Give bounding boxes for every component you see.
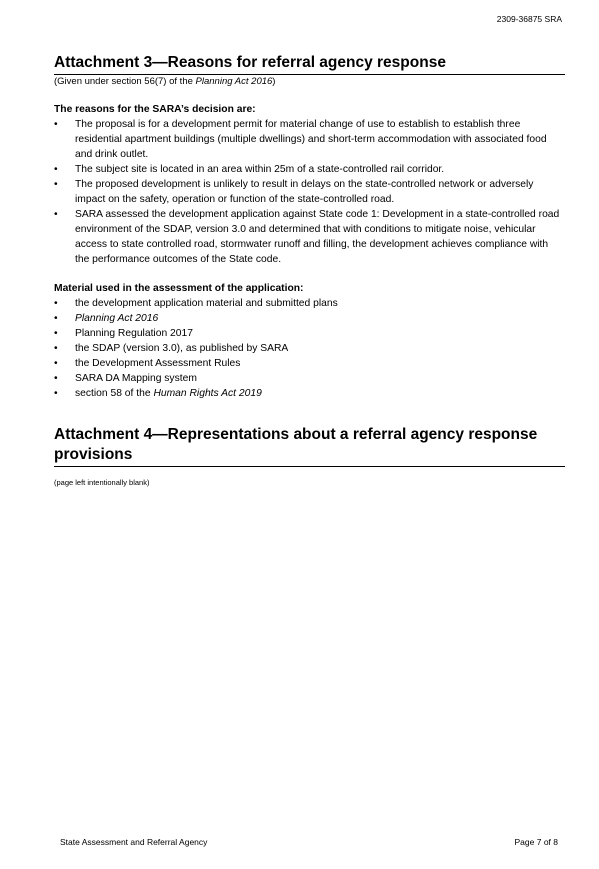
list-item	[54, 117, 565, 162]
attachment-4-section	[54, 425, 565, 487]
bullet-icon: •	[54, 164, 58, 175]
attachment-3-section	[54, 53, 565, 401]
attachment-3-title: Attachment 3—Reasons for referral agency response	[54, 53, 565, 75]
material-text-prefix: section 58 of the	[75, 388, 154, 399]
list-item	[54, 371, 565, 386]
reason-text: The proposal is for a development permit for material change of use to establish to establish three residential apartment buildings (multiple dwellings) and short-term accommodation with associated food and drink outlet.	[75, 119, 547, 160]
list-item	[54, 341, 565, 356]
reasons-list	[54, 117, 565, 267]
material-list	[54, 296, 565, 401]
material-text: SARA DA Mapping system	[75, 373, 197, 384]
document-reference: 2309-36875 SRA	[496, 14, 562, 24]
reason-text: SARA assessed the development application against State code 1: Development in a state-controlled road environment of the SDAP, version 3.0 and determined that with conditions to mitigate noise, vehicular access to state controlled road, stormwater runoff and filling, the development achieves compliance with the performance outcomes of the State code.	[75, 209, 560, 265]
given-act: Planning Act 2016	[195, 76, 273, 87]
reason-text: The subject site is located in an area within 25m of a state-controlled rail corridor.	[75, 164, 445, 175]
list-item	[54, 177, 565, 207]
bullet-icon: •	[54, 388, 58, 399]
given-suffix: )	[272, 76, 276, 87]
bullet-icon: •	[54, 328, 58, 339]
list-item	[54, 296, 565, 311]
given-under-note	[54, 76, 565, 88]
reasons-heading: The reasons for the SARA’s decision are:	[54, 104, 256, 115]
footer-agency: State Assessment and Referral Agency	[60, 837, 208, 847]
material-text: the development application material and submitted plans	[75, 298, 338, 309]
bullet-icon: •	[54, 119, 58, 130]
bullet-icon: •	[54, 313, 58, 324]
footer-page-number: Page 7 of 8	[514, 837, 558, 847]
list-item	[54, 326, 565, 341]
bullet-icon: •	[54, 358, 58, 369]
list-item	[54, 207, 565, 267]
bullet-icon: •	[54, 343, 58, 354]
list-item	[54, 162, 565, 177]
list-item	[54, 311, 565, 326]
given-prefix: (Given under section 56(7) of the	[54, 76, 196, 87]
attachment-4-title: Attachment 4—Representations about a referral agency response provisions	[54, 425, 565, 467]
material-text: the Development Assessment Rules	[75, 358, 241, 369]
blank-page-note: (page left intentionally blank)	[54, 478, 150, 487]
list-item	[54, 386, 565, 401]
material-text: Planning Regulation 2017	[75, 328, 193, 339]
material-text-act: Human Rights Act 2019	[153, 388, 262, 399]
material-text: Planning Act 2016	[75, 313, 159, 324]
bullet-icon: •	[54, 179, 58, 190]
reason-text: The proposed development is unlikely to result in delays on the state-controlled network or adversely impact on the safety, operation or function of the state-controlled road.	[75, 179, 534, 205]
material-text: the SDAP (version 3.0), as published by SARA	[75, 343, 289, 354]
bullet-icon: •	[54, 209, 58, 220]
list-item	[54, 356, 565, 371]
bullet-icon: •	[54, 298, 58, 309]
material-heading: Material used in the assessment of the application:	[54, 283, 304, 294]
bullet-icon: •	[54, 373, 58, 384]
